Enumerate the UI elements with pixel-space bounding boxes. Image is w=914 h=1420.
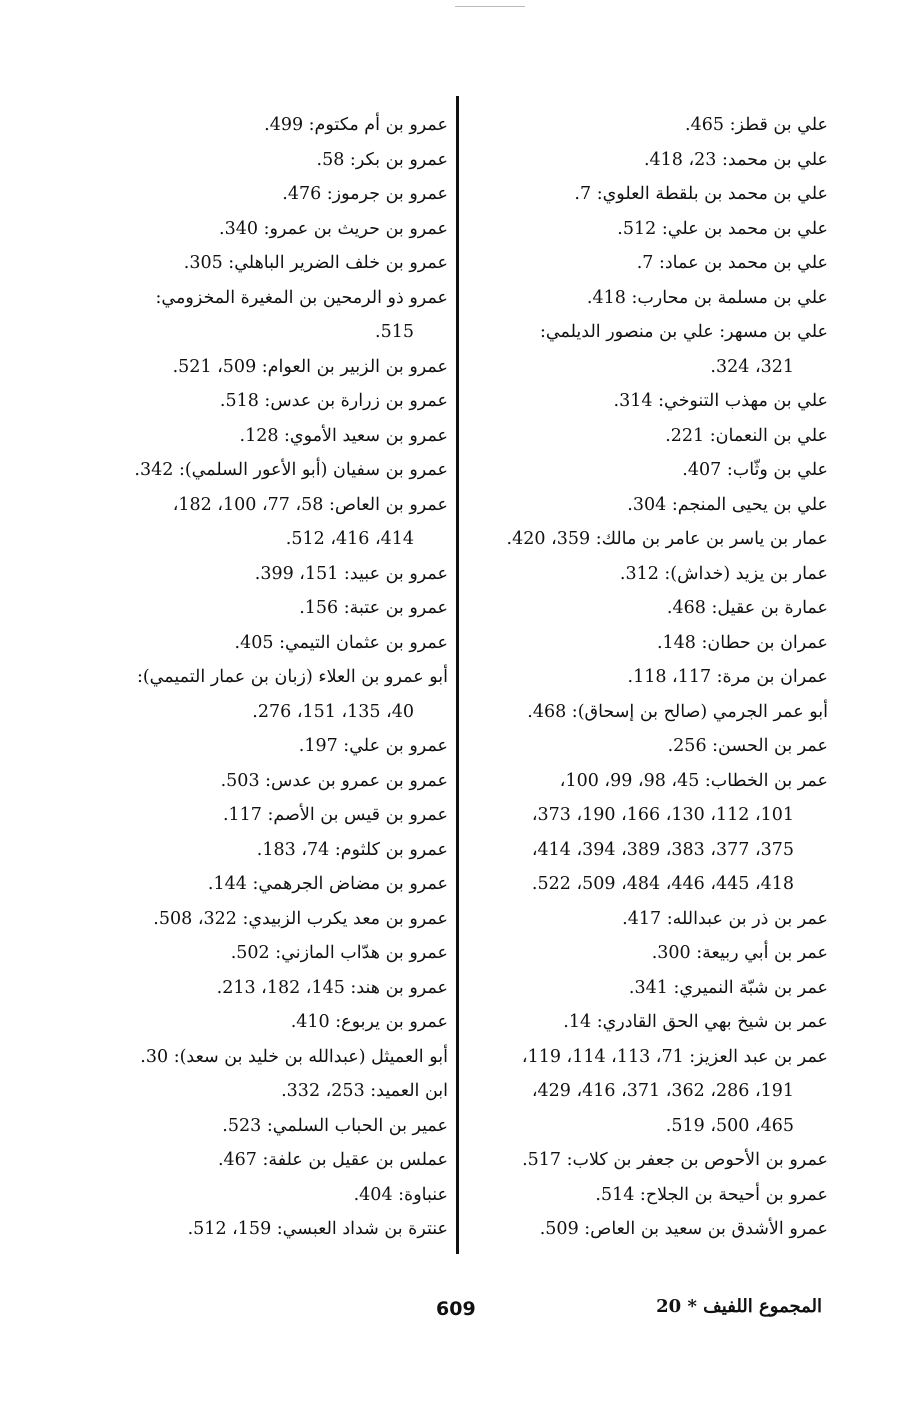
index-column-right [448,108,828,1247]
index-entry-continuation: 465، 500، 519. [665,1115,794,1136]
index-entry: علي بن محمد بن عماد: 7. [636,253,828,273]
index-entry: عمرو بن هدّاب المازني: 502. [230,943,448,963]
index-entry: عمرو بن حريث بن عمرو: 340. [219,218,448,239]
index-entry-continuation: 191، 286، 362، 371، 416، 429، [531,1081,794,1101]
index-column-left [68,108,448,1247]
index-entry: عمر بن أبي ربيعة: 300. [651,943,828,963]
index-entry: عمرو بن عمرو بن عدس: 503. [220,770,448,791]
index-entry: عمرو بن زرارة بن عدس: 518. [219,391,448,411]
index-entry: عمرو الأشدق بن سعيد بن العاص: 509. [539,1219,828,1239]
index-entry-continuation: 321، 324. [710,356,794,377]
index-entry: عمرو بن أحيحة بن الجلاح: 514. [595,1184,828,1205]
index-entry: عمرو بن الزبير بن العوام: 509، 521. [172,356,448,377]
index-entry: علي بن محمد بن علي: 512. [617,218,828,239]
index-entry: عمران بن حطان: 148. [656,632,828,653]
top-rule [455,6,525,7]
index-entry: عمير بن الحباب السلمي: 523. [222,1115,448,1136]
index-entry: عمر بن الحسن: 256. [667,736,828,756]
index-entry: علي بن قطز: 465. [685,115,828,135]
index-entry: عمرو بن مضاض الجرهمي: 144. [207,874,448,894]
index-entry: عمرو بن كلثوم: 74، 183. [256,839,448,860]
index-entry: عمران بن مرة: 117، 118. [627,667,828,687]
index-entry: عمر بن شيخ بهي الحق القادري: 14. [563,1012,828,1032]
index-entry: عمرو بن الأحوص بن جعفر بن كلاب: 517. [522,1150,828,1170]
index-entry: عمرو بن علي: 197. [298,736,448,756]
index-entry: علي بن وثّاب: 407. [682,460,828,480]
index-entry: علي بن يحيى المنجم: 304. [627,494,828,515]
index-entry: عمرو بن بكر: 58. [316,149,448,170]
index-entry: علي بن النعمان: 221. [665,425,828,446]
index-entry: أبو عمرو بن العلاء (زبان بن عمار التميمي): [136,667,448,687]
index-entry: عمار بن يزيد (خداش): 312. [619,563,828,584]
index-entry: عمرو بن معد يكرب الزبيدي: 322، 508. [153,908,448,929]
index-entry: عنباوة: 404. [353,1184,448,1205]
index-entry: عمرو بن جرموز: 476. [282,184,448,204]
index-entry: عمرو ذو الرمحين بن المغيرة المخزومي: [155,287,448,308]
page-number: 609 [436,1298,476,1320]
index-entry: عمرو بن خلف الضرير الباهلي: 305. [183,253,448,273]
index-entry-continuation: 40، 135، 151، 276. [252,701,414,722]
index-entry: عمر بن شبّة النميري: 341. [628,977,828,998]
index-entry: علي بن مسهر: علي بن منصور الديلمي: [540,322,828,342]
index-entry: عمرو بن العاص: 58، 77، 100، 182، [172,494,448,515]
index-entry: عمر بن الخطاب: 45، 98، 99، 100، [559,770,828,791]
index-entry: ابن العميد: 253، 332. [281,1081,448,1101]
index-entry: علي بن محمد: 23، 418. [643,149,828,170]
index-entry: عمرو بن أم مكتوم: 499. [264,115,448,135]
index-entry: عملس بن عقيل بن علفة: 467. [217,1150,448,1170]
index-entry: عمرو بن هند: 145، 182، 213. [216,977,448,998]
index-entry: عمارة بن عقيل: 468. [666,598,828,618]
index-entry: أبو العميثل (عبدالله بن خليد بن سعد): 30. [140,1046,448,1067]
index-entry: علي بن محمد بن بلقطة العلوي: 7. [574,184,828,204]
index-entry: عمرو بن سفيان (أبو الأعور السلمي): 342. [134,460,448,480]
index-entry: عمار بن ياسر بن عامر بن مالك: 359، 420. [506,529,828,549]
index-entry-continuation: 515. [375,322,414,342]
index-entry-continuation: 418، 445، 446، 484، 509، 522. [531,874,794,894]
index-entry: عمرو بن يربوع: 410. [290,1012,448,1032]
index-entry-continuation: 375، 377، 383، 389، 394، 414، [531,839,794,860]
index-entry: علي بن مهذب التنوخي: 314. [613,391,828,411]
running-footer-title: المجموع اللفيف * 20 [656,1296,822,1317]
index-entry: عمر بن عبد العزيز: 71، 113، 114، 119، [521,1046,828,1067]
index-entry: أبو عمر الجرمي (صالح بن إسحاق): 468. [527,701,828,722]
index-entry: عنترة بن شداد العبسي: 159، 512. [187,1219,448,1239]
index-entry: عمرو بن عتبة: 156. [299,598,448,618]
index-entry: عمر بن ذر بن عبدالله: 417. [622,908,828,929]
index-entry: عمرو بن قيس بن الأصم: 117. [222,805,448,825]
index-entry: عمرو بن عبيد: 151، 399. [254,563,448,584]
index-entry-continuation: 101، 112، 130، 166، 190، 373، [531,805,794,825]
index-entry: عمرو بن سعيد الأموي: 128. [239,425,448,446]
index-entry-continuation: 414، 416، 512. [285,529,414,549]
index-entry: علي بن مسلمة بن محارب: 418. [586,287,828,308]
index-entry: عمرو بن عثمان التيمي: 405. [234,632,448,653]
